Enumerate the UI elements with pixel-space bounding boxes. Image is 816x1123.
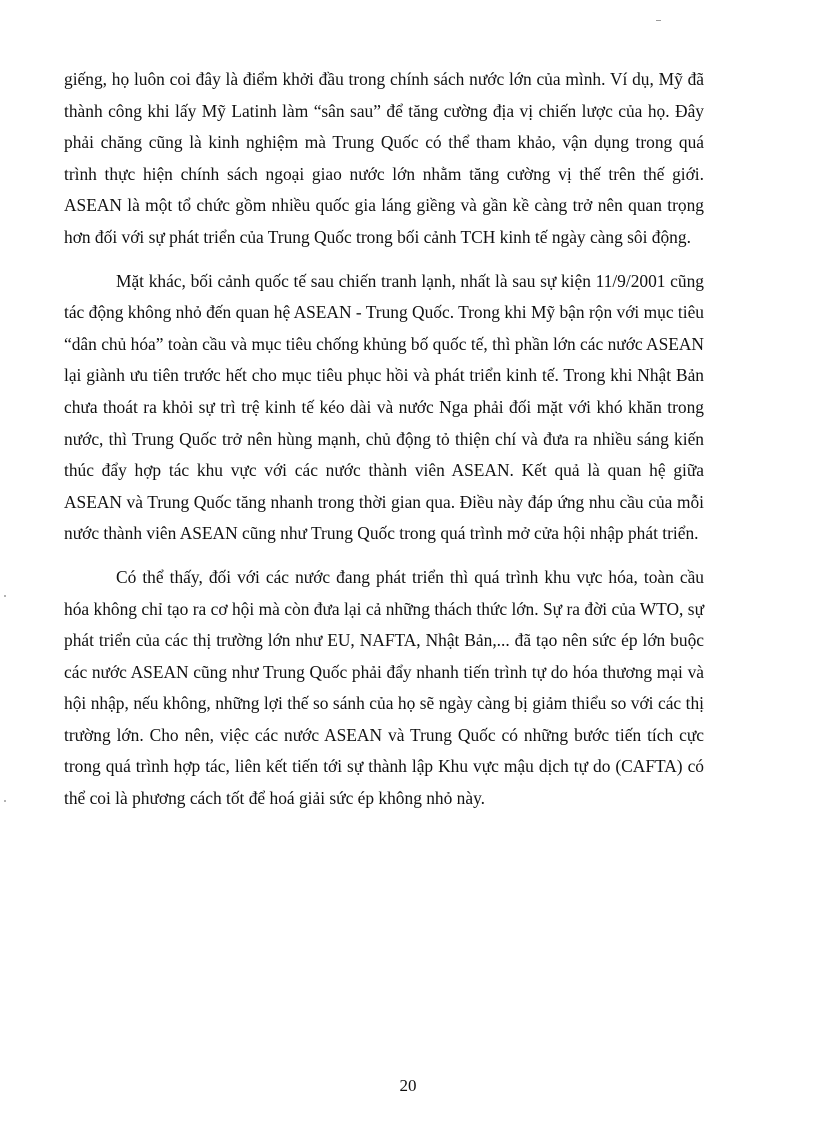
paragraph-globalization: Có thể thấy, đối với các nước đang phát triển thì quá trình khu vực hóa, toàn cầu hóa không chỉ tạo ra cơ hội mà còn đưa lại cả những thách thức lớn. Sự ra đời của WTO, sự phát triển của các thị trường lớn như EU, NAFTA, Nhật Bản,... đã tạo nên sức ép lớn buộc các nước ASEAN cũng như Trung Quốc phải đẩy nhanh tiến trình tự do hóa thương mại và hội nhập, nếu không, những lợi thế so sánh của họ sẽ ngày càng bị giảm thiểu so với các thị trường lớn. Cho nên, việc các nước ASEAN và Trung Quốc có những bước tiến tích cực trong quá trình hợp tác, liên kết tiến tới sự thành lập Khu vực mậu dịch tự do (CAFTA) có thể coi là phương cách tốt để hoá giải sức ép không nhỏ này. [64, 566, 704, 809]
scan-speck [4, 800, 6, 802]
body-text [64, 64, 704, 815]
page-number: 20 [399, 1076, 417, 1095]
paragraph-international-context: Mặt khác, bối cảnh quốc tế sau chiến tranh lạnh, nhất là sau sự kiện 11/9/2001 cũng tác động không nhỏ đến quan hệ ASEAN - Trung Quốc. Trong khi Mỹ bận rộn với mục tiêu “dân chủ hóa” toàn cầu và mục tiêu chống khủng bố quốc tế, thì phần lớn các nước ASEAN lại giành ưu tiên trước hết cho mục tiêu phục hồi và phát triển kinh tế. Trong khi Nhật Bản chưa thoát ra khỏi sự trì trệ kinh tế kéo dài và nước Nga phải đối mặt với khó khăn trong nước, thì Trung Quốc trở nên hùng mạnh, chủ động tỏ thiện chí và đưa ra nhiều sáng kiến thúc đẩy hợp tác khu vực với các nước thành viên ASEAN. Kết quả là quan hệ giữa ASEAN và Trung Quốc tăng nhanh trong thời gian qua. Điều này đáp ứng nhu cầu của mỗi nước thành viên ASEAN cũng như Trung Quốc trong quá trình mở cửa hội nhập phát triển. [64, 270, 704, 544]
paragraph-continued: giếng, họ luôn coi đây là điểm khởi đầu trong chính sách nước lớn của mình. Ví dụ, Mỹ đã thành công khi lấy Mỹ Latinh làm “sân sau” để tăng cường địa vị chiến lược của họ. Đây phải chăng cũng là kinh nghiệm mà Trung Quốc có thể tham khảo, vận dụng trong quá trình thực hiện chính sách ngoại giao nước lớn nhằm tăng cường vị thế trên thế giới. ASEAN là một tổ chức gồm nhiều quốc gia láng giềng và gần kề càng trở nên quan trọng hơn đối với sự phát triển của Trung Quốc trong bối cảnh TCH kinh tế ngày càng sôi động. [64, 69, 704, 247]
scan-speck [4, 595, 6, 597]
scan-mark [656, 20, 661, 21]
